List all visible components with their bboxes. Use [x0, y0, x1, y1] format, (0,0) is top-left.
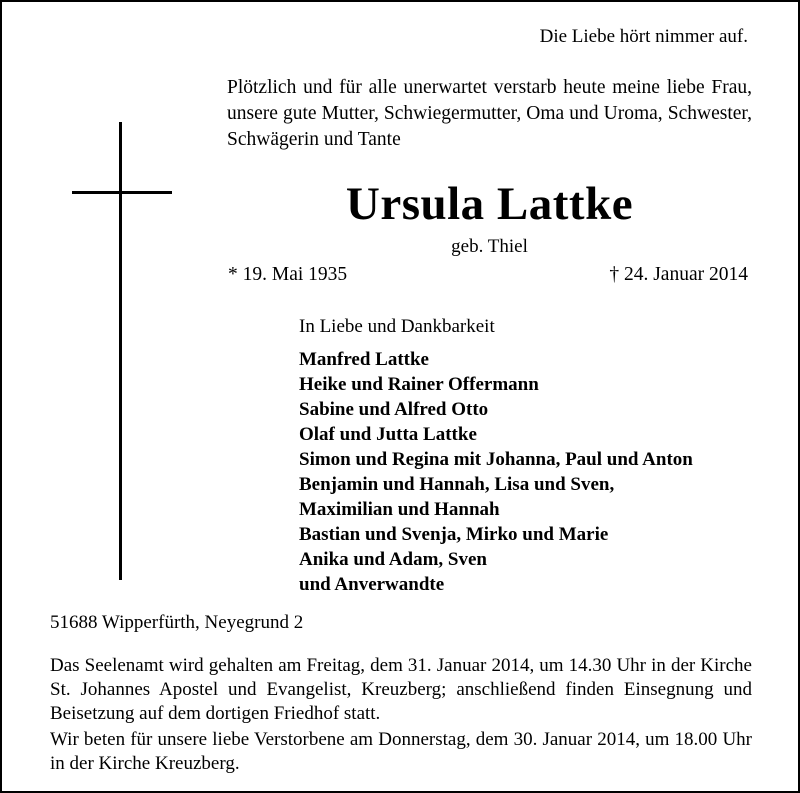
mourner-name: Heike und Rainer Offermann: [299, 374, 539, 395]
cross-horizontal-bar: [72, 191, 172, 194]
maiden-name: geb. Thiel: [451, 236, 528, 257]
mourner-name: Benjamin und Hannah, Lisa und Sven,: [299, 474, 615, 495]
mourner-name: Olaf und Jutta Lattke: [299, 424, 477, 445]
mourner-name: Simon und Regina mit Johanna, Paul und Anton: [299, 449, 693, 470]
mourner-name: und Anverwandte: [299, 574, 445, 595]
prayer-text: Wir beten für unsere liebe Verstorbene am Donnerstag, dem 30. Januar 2014, um 18.00 Uhr in der Kirche Kreuzberg.: [50, 729, 752, 774]
mourners-intro: In Liebe und Dankbarkeit: [299, 316, 495, 337]
mourners-list: [299, 347, 693, 597]
death-date: † 24. Januar 2014: [609, 264, 748, 285]
motto: Die Liebe hört nimmer auf.: [539, 26, 748, 47]
intro-text: Plötzlich und für alle unerwartet verstarb heute meine liebe Frau, unsere gute Mutter, Schwiegermutter, Oma und Uroma, Schwester, Schwägerin und Tante: [227, 77, 752, 150]
birth-date: * 19. Mai 1935: [228, 264, 348, 285]
mourner-name: Sabine und Alfred Otto: [299, 399, 489, 420]
mourner-name: Anika und Adam, Sven: [299, 549, 487, 570]
deceased-name: Ursula Lattke: [345, 178, 634, 230]
cross-icon: [72, 122, 172, 580]
requiem-text: Das Seelenamt wird gehalten am Freitag, dem 31. Januar 2014, um 14.30 Uhr in der Kirche St. Johannes Apostel und Evangelist, Kreuzberg; anschließend finden Einsegnung und Beisetzung auf dem dortigen Friedhof statt.: [50, 655, 752, 724]
mourner-name: Bastian und Svenja, Mirko und Marie: [299, 524, 609, 545]
mourner-name: Manfred Lattke: [299, 349, 429, 370]
mourner-name: Maximilian und Hannah: [299, 499, 500, 520]
address: 51688 Wipperfürth, Neyegrund 2: [50, 612, 304, 633]
